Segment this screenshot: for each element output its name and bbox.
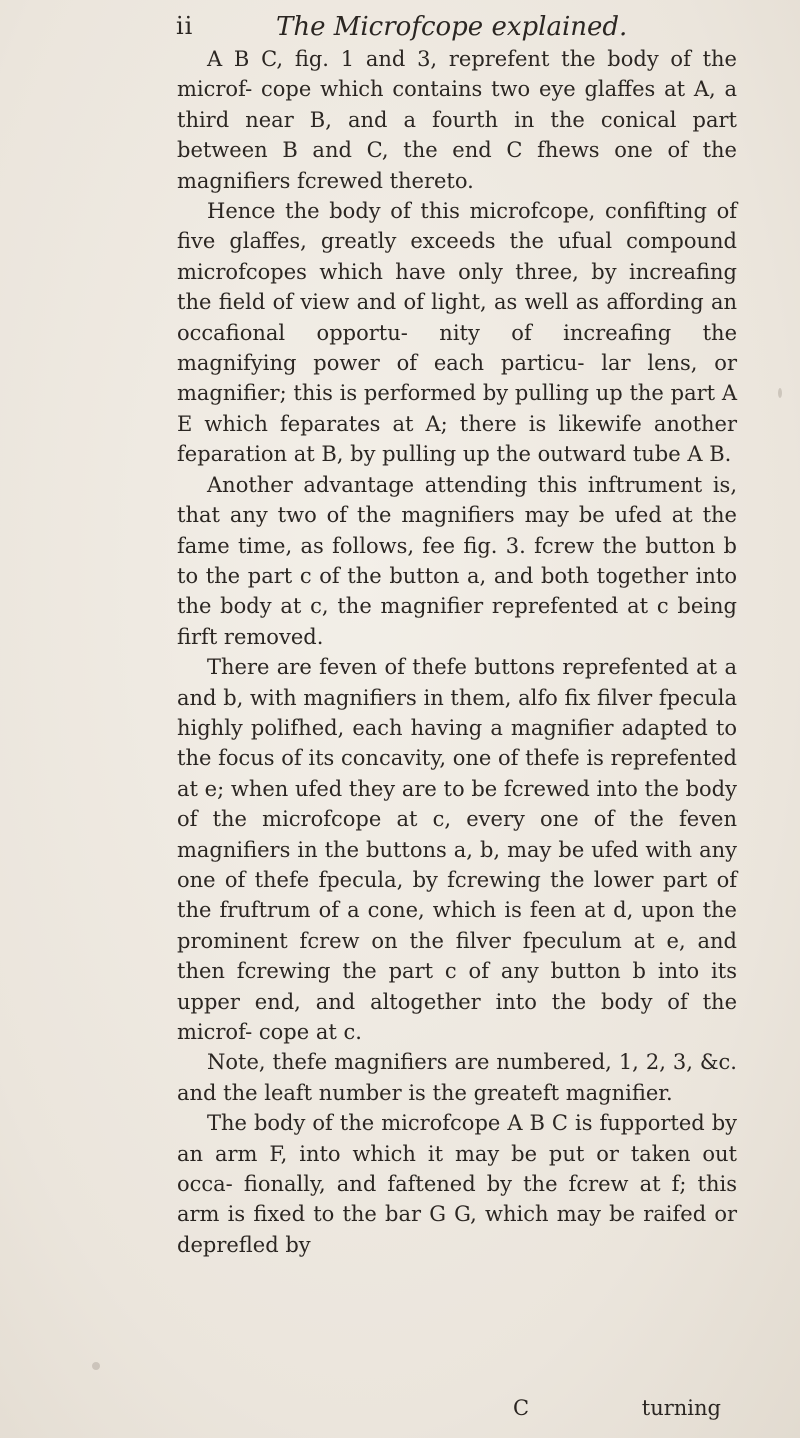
running-title: The Microfcope explained. [276, 12, 628, 42]
paragraph-body-description: A B C, fig. 1 and 3, reprefent the body of the microf- cope which contains two eye glaffes at A, a third near B, and a fourth in the conical part between B and C, the end C fhews one of the magnifiers fcrewed thereto. [177, 47, 737, 193]
paragraph-body-support: The body of the microfcope A B C is fupported by an arm F, into which it may be put or taken out occa- fionally, and faftened by the fcrew at f; this arm is fixed to the bar G G, which may be raifed or deprefled by [177, 1111, 737, 1257]
signature-mark: C [513, 1396, 530, 1420]
page-header [176, 12, 736, 42]
paragraph-seven-buttons: There are feven of thefe buttons reprefented at a and b, with magnifiers in them, alfo fix filver fpecula highly polifhed, each having a magnifier adapted to the focus of its concavity, one of thefe is reprefented at e; when ufed they are to be fcrewed into the body of the microfcope at c, every one of the feven magnifiers in the buttons a, b, may be ufed with any one of thefe fpecula, by fcrewing the lower part of the fruftrum of a cone, which is feen at d, upon the prominent fcrew on the filver fpeculum at e, and then fcrewing the part c of any button b into its upper end, and altogether into the body of the microf- cope at c. [177, 655, 737, 1044]
paragraph-note-numbering: Note, thefe magnifiers are numbered, 1, 2, 3, &c. and the leaft number is the greateft magnifier. [177, 1050, 737, 1105]
page-footer [177, 1396, 737, 1428]
paragraph-five-glasses: Hence the body of this microfcope, confifting of five glaffes, greatly exceeds the ufual compound microfcopes which have only three, by increafing the field of view and of light, as well as affording an occafional opportu- nity of increafing the magnifying power of each particu- lar lens, or magnifier; this is performed by pulling up the part A E which feparates at A; there is likewife another feparation at B, by pulling up the outward tube A B. [177, 199, 737, 467]
page-number: ii [176, 12, 194, 40]
paragraph-another-advantage: Another advantage attending this inftrument is, that any two of the magnifiers may be ufed at the fame time, as follows, fee fig. 3. fcrew the button b to the part c of the button a, and both together into the body at c, the magnifier reprefented at c being firft removed. [177, 472, 737, 649]
body-text [177, 44, 737, 1260]
paper-blemish [778, 388, 782, 398]
catchword: turning [641, 1396, 721, 1420]
paper-blemish [92, 1362, 100, 1370]
